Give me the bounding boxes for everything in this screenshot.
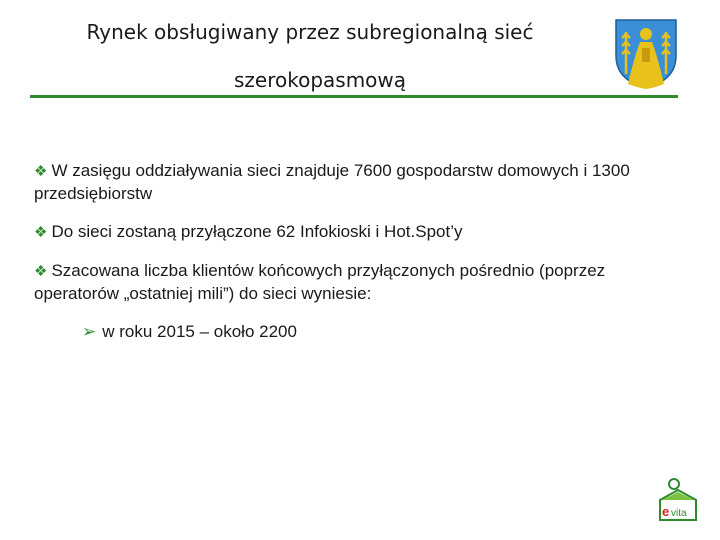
- bullet-text: W zasięgu oddziaływania sieci znajduje 7600 gospodarstw domowych i 1300 przedsiębiorstw: [34, 161, 630, 203]
- bullet-item: [34, 221, 674, 244]
- diamond-bullet-icon: ❖: [34, 224, 48, 241]
- diamond-bullet-icon: ❖: [34, 263, 48, 280]
- logo-mark: e: [662, 504, 670, 519]
- sub-bullet-item: [82, 321, 674, 343]
- evita-logo: [652, 478, 704, 522]
- bullet-text: Do sieci zostaną przyłączone 62 Infokioski i Hot.Spot’y: [51, 222, 463, 241]
- sub-bullet-text: w roku 2015 – około 2200: [102, 322, 297, 341]
- page-title: [20, 8, 600, 104]
- title-divider: [30, 95, 678, 98]
- title-line-1: Rynek obsługiwany przez subregionalną sieć: [86, 20, 534, 44]
- coat-of-arms-icon: [614, 18, 678, 90]
- logo-text: vita: [671, 508, 687, 519]
- content-body: [34, 160, 674, 359]
- diamond-bullet-icon: ❖: [34, 163, 48, 180]
- bullet-item: [34, 260, 674, 305]
- bullet-item: [34, 160, 674, 205]
- title-line-2: szerokopasmową: [233, 68, 407, 92]
- bullet-text: Szacowana liczba klientów końcowych przyłączonych pośrednio (poprzez operatorów „ostatniej mili”) do sieci wyniesie:: [34, 261, 606, 303]
- arrow-bullet-icon: ➢: [82, 322, 97, 341]
